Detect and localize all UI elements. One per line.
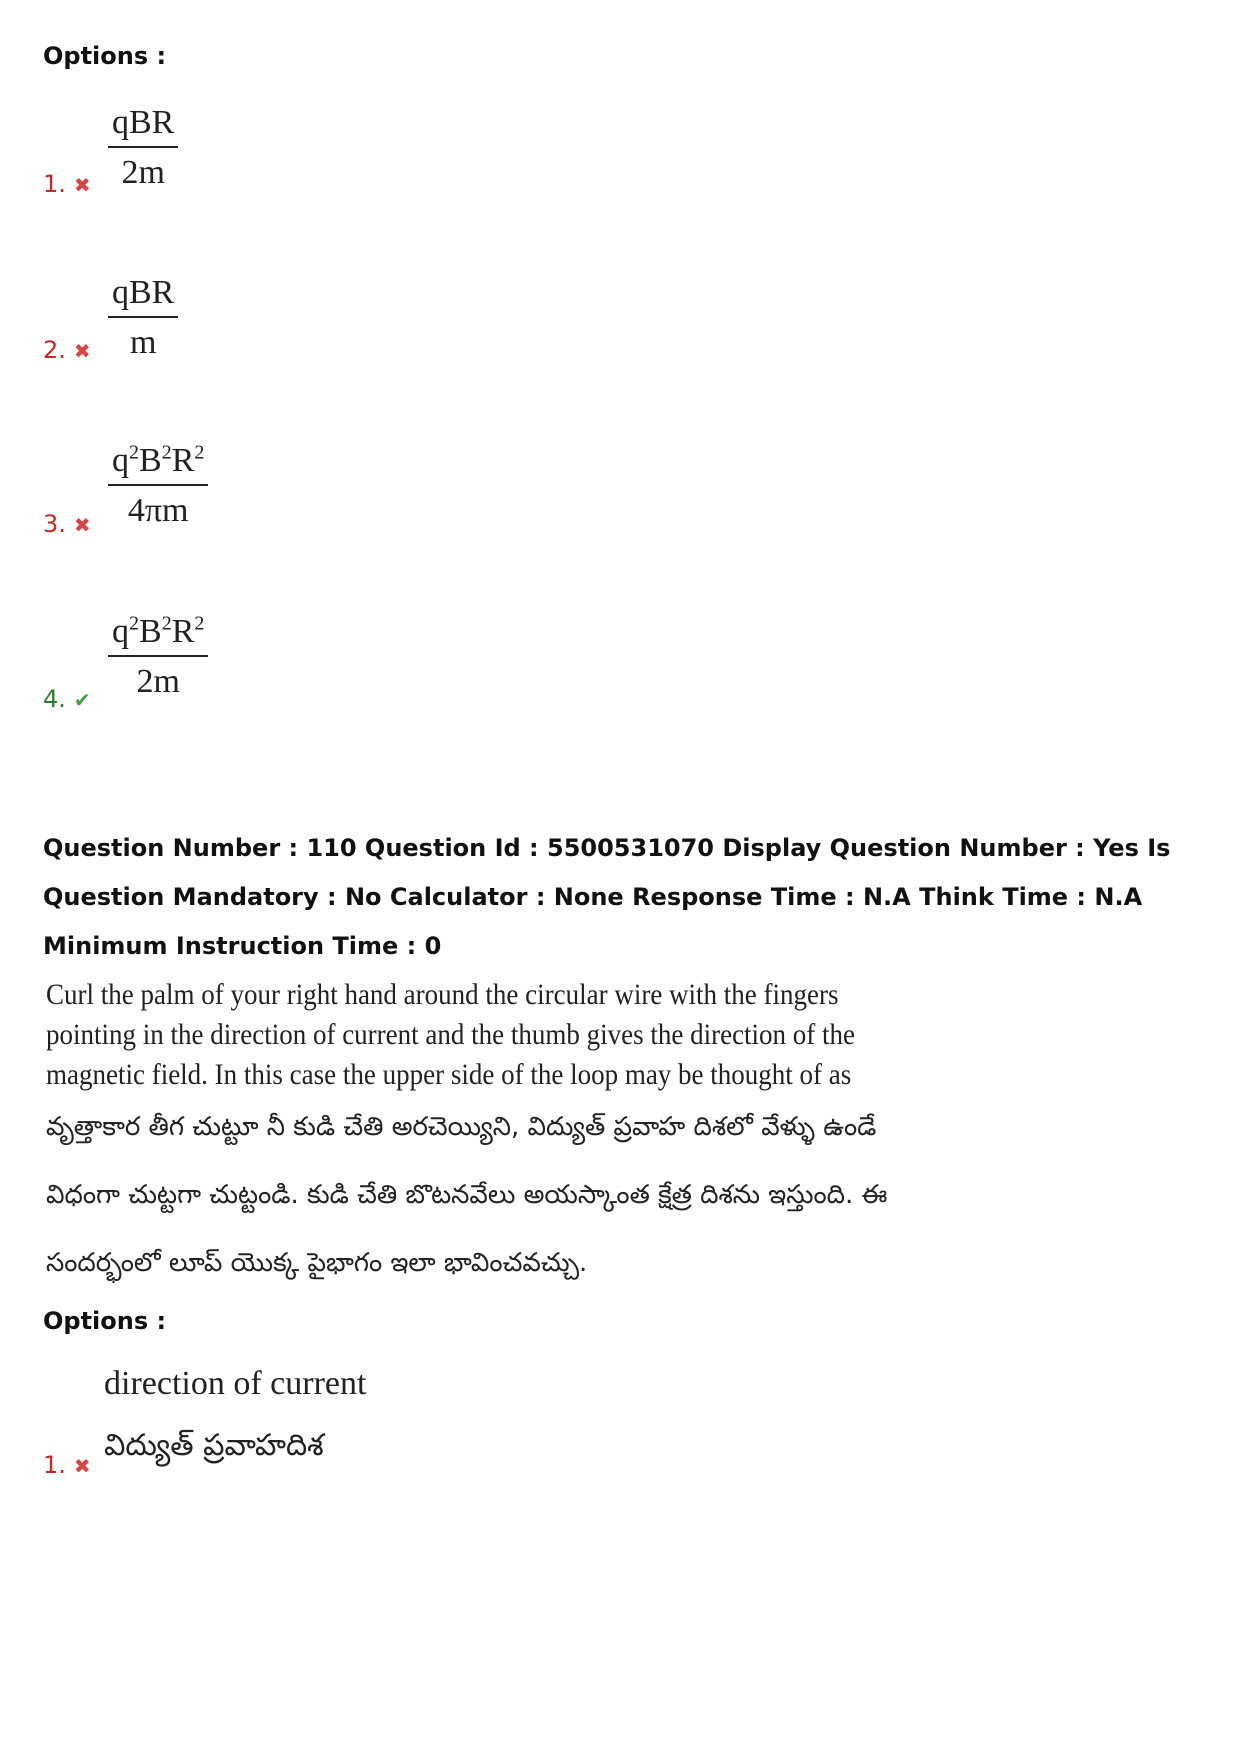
numerator: $q^2B^2R^2$ bbox=[108, 442, 208, 486]
option-3-formula bbox=[108, 442, 208, 530]
option-number: 4. bbox=[43, 685, 66, 713]
cross-icon: ✖ bbox=[73, 513, 91, 537]
options-heading-2: Options : bbox=[43, 1307, 167, 1335]
numerator: $q^2B^2R^2$ bbox=[108, 613, 208, 657]
option-number: 3. bbox=[43, 510, 66, 538]
question-text-telugu: వృత్తాకార తీగ చుట్టూ నీ కుడి చేతి అరచెయ్యిని, విద్యుత్ ప్రవాహ దిశలో వేళ్ళు ఉండే విధంగా చుట్టగా చుట్టండి. కుడి చేతి బొటనవేలు అయస్కాంత క్షేత్ర దిశను ఇస్తుంది. ఈ సందర్భంలో లూప్ యొక్క పైభాగం ఇలా భావించవచ్చు. bbox=[46, 1112, 888, 1278]
option-1-formula bbox=[108, 104, 178, 192]
option-1-english: direction of current bbox=[104, 1365, 367, 1402]
q2-option-1-label bbox=[43, 1451, 91, 1479]
cross-icon: ✖ bbox=[73, 339, 91, 363]
option-2-formula bbox=[108, 274, 178, 362]
check-icon: ✔ bbox=[73, 688, 91, 712]
cross-icon: ✖ bbox=[73, 173, 91, 197]
option-1-telugu: విద్యుత్ ప్రవాహదిశ bbox=[104, 1428, 324, 1463]
denominator: 2m bbox=[121, 154, 165, 191]
option-4-label bbox=[43, 685, 91, 713]
numerator: qBR bbox=[108, 104, 178, 148]
option-2-label bbox=[43, 336, 91, 364]
option-number: 1. bbox=[43, 170, 66, 198]
denominator: 2m bbox=[136, 663, 180, 700]
question-meta: Question Number : 110 Question Id : 5500531070 Display Question Number : Yes Is Question Mandatory : No Calculator : None Response Time : N.A Think Time : N.A Minimum Instruction Time : 0 bbox=[43, 834, 1171, 960]
denominator: m bbox=[129, 324, 157, 361]
option-1-label bbox=[43, 170, 91, 198]
denominator: 4πm bbox=[127, 492, 189, 529]
option-number: 1. bbox=[43, 1451, 66, 1479]
options-heading: Options : bbox=[43, 42, 167, 70]
question-text-english: Curl the palm of your right hand around the circular wire with the fingers pointing in the direction of current and the thumb gives the direction of the magnetic field. In this case the upper side of the loop may be thought of as bbox=[46, 978, 856, 1091]
option-3-label bbox=[43, 510, 91, 538]
numerator: qBR bbox=[108, 274, 178, 318]
option-4-formula bbox=[108, 613, 208, 701]
option-number: 2. bbox=[43, 336, 66, 364]
cross-icon: ✖ bbox=[73, 1454, 91, 1478]
